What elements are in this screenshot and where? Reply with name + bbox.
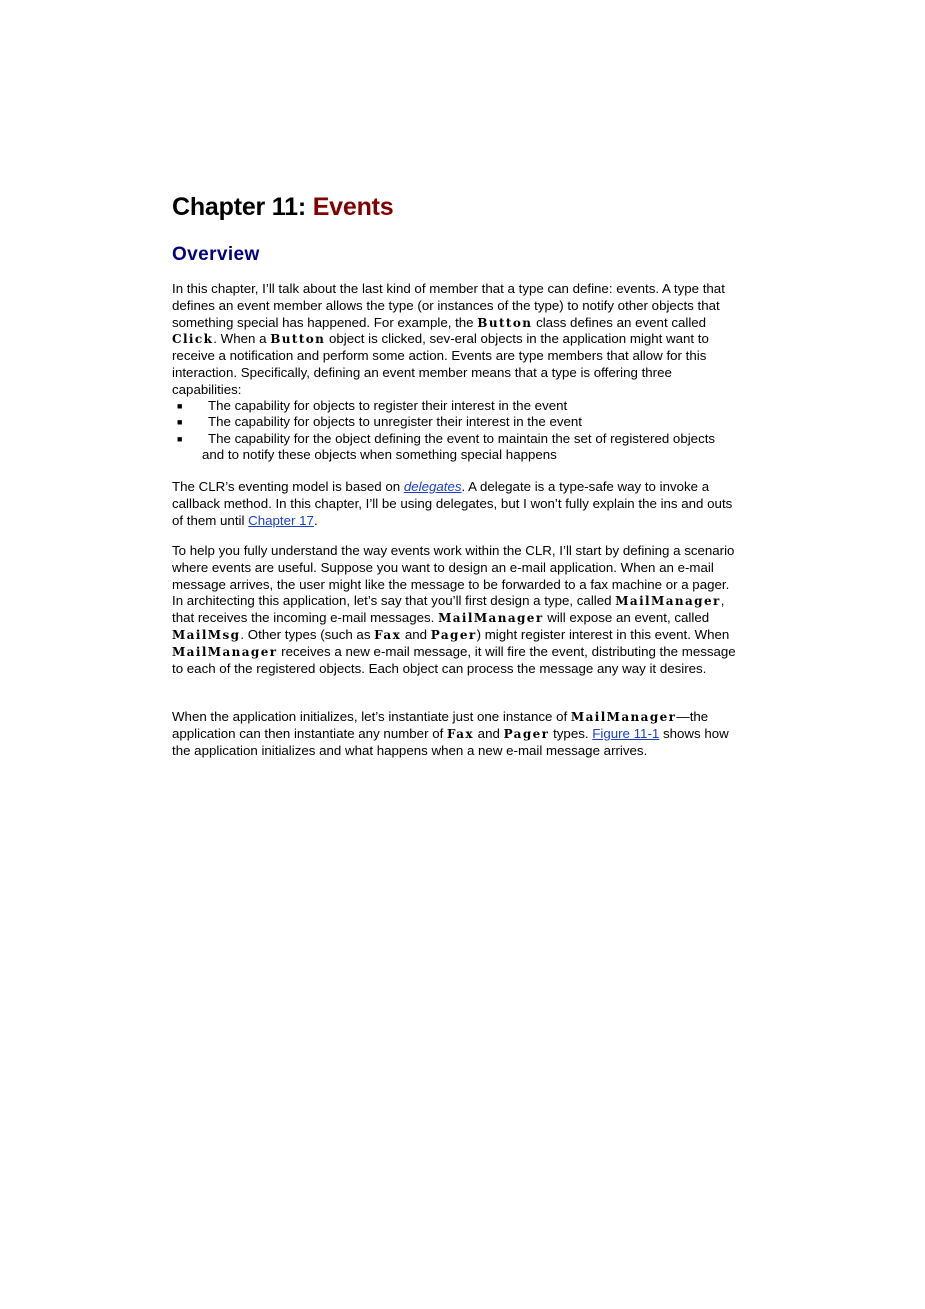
text-run: In this chapter, I’ll talk about the last kind of member that a type can define: events. A type that defines an event member allows the type (or instances of the type) to notify other objects that something special has happened. For example, the (172, 281, 725, 330)
delegates-paragraph (172, 479, 742, 529)
text-run: and (473, 725, 504, 741)
chapter-title (172, 193, 394, 222)
list-item-text-continued: and to notify these objects when something special happens (202, 446, 557, 462)
list-item (172, 431, 742, 464)
capabilities-list (172, 398, 742, 463)
delegates-link[interactable]: delegates (403, 479, 462, 494)
code-click: Click (172, 332, 214, 347)
text-run: receives a new e-mail message, it will fire the event, distributing the message to each of the registered objects. Each object can process the message any way it desires. (172, 643, 736, 676)
text-run: object is clicked, sev-eral objects in the application might want to receive a notification and perform some action. Events are type members that allow for this interaction. Specifically, defining an event member means that a type is offering three capabilities: (172, 331, 709, 397)
figure-11-1-link[interactable]: Figure 11-1 (592, 725, 660, 741)
bullet-icon: ■ (177, 417, 183, 428)
code-mailmanager: MailManager (172, 644, 278, 659)
code-mailmanager: MailManager (615, 594, 721, 609)
text-run: shows how the application initializes and what happens when a new e-mail message arrives. (172, 725, 729, 758)
text-run: The CLR’s eventing model is based on (172, 479, 404, 494)
text-run: class defines an event called (532, 314, 707, 330)
text-run: —the application can then instantiate any number of (172, 709, 709, 741)
chapter-prefix: Chapter 11: (172, 193, 313, 221)
code-mailmsg: MailMsg (172, 627, 241, 642)
scenario-paragraph (172, 543, 742, 677)
list-item-text: The capability for the object defining the event to maintain the set of registered objects (208, 430, 716, 446)
code-pager: Pager (503, 726, 550, 741)
code-mailmanager: MailManager (570, 710, 677, 724)
initialization-paragraph (172, 709, 742, 759)
text-run: . Other types (such as (240, 626, 375, 642)
text-run: To help you fully understand the way events work within the CLR, I’ll start by defining a scenario where events are useful. Suppose you want to design an e-mail application. When an e-mail message arrives, the user might like the message to be forwarded to a fax machine or a pager. In architecting this application, let’s say that you’ll first design a type, called (172, 543, 735, 609)
text-run: . A delegate is a type-safe way to invoke a callback method. In this chapter, I’ll be using delegates, but I won’t fully explain the ins and outs of them until (172, 479, 733, 528)
text-run: . When a (213, 331, 271, 347)
text-run: ) might register interest in this event. When (476, 626, 730, 642)
text-run: types. (549, 725, 593, 741)
code-fax: Fax (374, 627, 402, 642)
text-run: and (401, 626, 431, 642)
text-run: When the application initializes, let’s instantiate just one instance of (172, 709, 571, 724)
code-mailmanager: MailManager (438, 611, 544, 626)
list-item-text: The capability for objects to unregister their interest in the event (208, 414, 582, 430)
bullet-icon: ■ (177, 433, 183, 444)
list-item (172, 398, 742, 414)
code-button: Button (270, 332, 326, 347)
intro-paragraph (172, 281, 742, 399)
code-pager: Pager (430, 627, 477, 642)
list-item-text: The capability for objects to register their interest in the event (208, 398, 568, 413)
chapter-name: Events (312, 193, 394, 221)
bullet-icon: ■ (177, 401, 183, 411)
chapter-17-link[interactable]: Chapter 17 (248, 512, 314, 528)
list-item (172, 414, 742, 430)
section-title: Overview (172, 244, 260, 265)
text-run: . (313, 512, 318, 528)
text-run: will expose an event, called (543, 610, 710, 626)
code-button: Button (477, 315, 533, 330)
text-run: , that receives the incoming e-mail messages. (172, 593, 725, 626)
code-fax: Fax (446, 726, 474, 741)
